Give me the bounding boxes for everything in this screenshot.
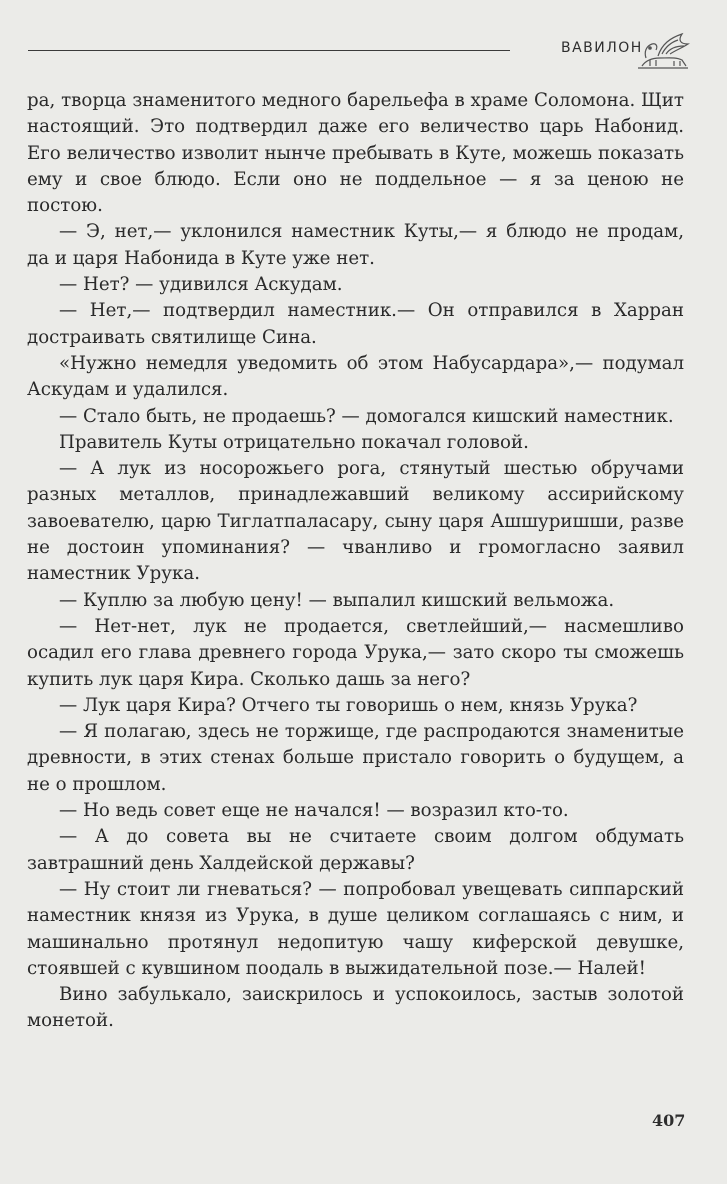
paragraph: «Нужно немедля уведомить об этом Набусардара»,— подумал Аскудам и удалился.	[27, 352, 684, 401]
paragraph: — Я полагаю, здесь не торжище, где распродаются знаменитые древности, в этих стенах больше пристало говорить о будущем, а не о прошлом.	[27, 721, 684, 795]
body-text	[27, 88, 684, 1035]
winged-bull-icon	[632, 30, 694, 74]
paragraph: — Нет-нет, лук не продается, светлейший,— насмешливо осадил его глава древнего города Урука,— зато скоро ты сможешь купить лук царя Кира. Сколько дашь за него?	[27, 615, 684, 690]
running-title: ВАВИЛОН	[561, 40, 643, 56]
paragraph: Правитель Куты отрицательно покачал головой.	[59, 431, 529, 453]
paragraph: — Куплю за любую цену! — выпалил кишский вельможа.	[59, 589, 615, 611]
header-rule	[28, 50, 510, 51]
page-header	[24, 30, 696, 80]
page-number: 407	[652, 1111, 686, 1130]
paragraph: — А лук из носорожьего рога, стянутый шестью обручами разных металлов, принадлежавший великому ассирийскому завоевателю, царю Тиглатпаласару, сыну царя Ашшуришши, разве не достоин упоминания? — чванливо и громогласно заявил наместник Урука.	[27, 458, 684, 585]
paragraph: — Лук царя Кира? Отчего ты говоришь о нем, князь Урука?	[59, 694, 638, 716]
paragraph: — Ну стоит ли гневаться? — попробовал увещевать сиппарский наместник князя из Урука, в душе целиком соглашаясь с ним, и машинально протянул недопитую чашу киферской девушке, стоявшей с кувшином поодаль в выжидательной позе.— Налей!	[27, 878, 684, 979]
paragraph: Вино забулькало, заискрилось и успокоилось, застыв золотой монетой.	[27, 984, 684, 1032]
paragraph: — А до совета вы не считаете своим долгом обдумать завтрашний день Халдейской державы?	[27, 826, 684, 874]
paragraph: ра, творца знаменитого медного барельефа в храме Соломона. Щит настоящий. Это подтвердил даже его величество царь Набонид. Его величество изволит нынче пребывать в Куте, можешь показать ему и свое блюдо. Если оно не поддельное — я за ценою не постою.	[27, 90, 684, 217]
paragraph: — Но ведь совет еще не начался! — возразил кто-то.	[59, 800, 569, 822]
paragraph: — Нет? — удивился Аскудам.	[59, 274, 343, 296]
paragraph: — Стало быть, не продаешь? — домогался кишский наместник.	[59, 405, 674, 427]
paragraph: — Нет,— подтвердил наместник.— Он отправился в Харран достраивать святилище Сина.	[27, 300, 684, 348]
paragraph: — Э, нет,— уклонился наместник Куты,— я блюдо не продам, да и царя Набонида в Куте уже нет.	[27, 221, 684, 269]
